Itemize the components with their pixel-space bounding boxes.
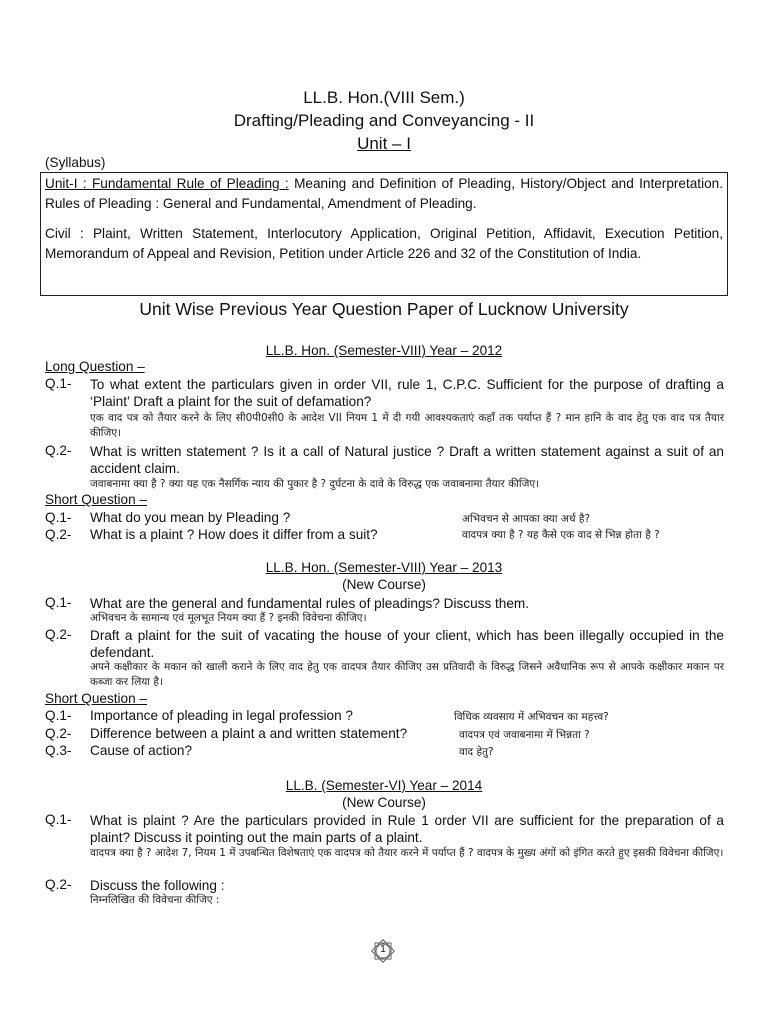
course-label-2013: (New Course) [342,577,426,592]
question-text: Draft a plaint for the suit of vacating the house of your client, which has been illegally occupied in the defendant. [90,628,724,660]
question-hindi: वादपत्र क्या है ? आदेश 7, नियम 1 में उपबन्धित विशेषताएं एक वादपत्र को तैयार करने में पर्याप्त हैं ? वादपत्र के मुख्य अंगों को इंगित करते हुए इसकी विवेचना कीजिए। [90,847,724,859]
syllabus-label: (Syllabus) [45,155,106,170]
header-line2: Drafting/Pleading and Conveyancing - II [233,111,535,130]
question-text: What are the general and fundamental rules of pleadings? Discuss them. [90,596,530,611]
year-2014-heading-wrap [0,778,768,793]
syllabus-unit-title: Unit-I : Fundamental Rule of Pleading : [45,176,289,191]
section-title: Unit Wise Previous Year Question Paper of Lucknow University [139,299,629,319]
page-number-badge [368,938,398,964]
question-text: Difference between a plaint a and written statement? [90,726,408,741]
question-text: Cause of action? [90,743,193,758]
long-question-label-2012 [45,359,145,374]
question-hindi: वाद हेतु? [459,746,494,758]
syllabus-unit-text: Meaning and Definition of Pleading, History/Object and Interpretation. Rules of Pleading : General and Fundamental, Amendment of Pleading. [45,176,723,211]
short-question-label-text: Short Question – [45,691,148,706]
year-2013-heading-wrap [0,560,768,575]
q-number: Q.2- [45,527,72,542]
unit-heading-wrap [0,134,768,154]
question-hindi: एक वाद पत्र को तैयार करने के लिए सी0पी0सी0 के आदेश VII नियम 1 में दी गयी आवश्यकताएं कहाँ तक पर्याप्त हैं ? मान हानि के वाद हेतु एक वाद पत्र तैयार कीजिए। [90,412,724,439]
syllabus-box [40,172,728,296]
q-number: Q.1- [45,510,72,525]
year-2012-heading: LL.B. Hon. (Semester-VIII) Year – 2012 [265,343,503,358]
course-label-2014: (New Course) [342,795,426,810]
short-question-label-2012 [45,492,147,507]
year-2014-heading: LL.B. (Semester-VI) Year – 2014 [285,778,483,793]
question-hindi: विधिक व्यवसाय में अभिवचन का महत्त्व? [454,711,609,723]
q-number: Q.3- [45,743,72,758]
syllabus-unit-paragraph [45,174,723,214]
question-hindi: वादपत्र एवं जवाबनामा में भिन्नता ? [459,729,590,741]
question-hindi: अभिवचन के सामान्य एवं मूलभूत नियम क्या हैं ? इनकी विवेचना कीजिए। [90,612,367,624]
unit-heading: Unit – I [357,134,411,153]
question-text: What is written statement ? Is it a call of Natural justice ? Draft a written statement against a suit of an accident claim. [90,444,724,476]
header-line1: LL.B. Hon.(VIII Sem.) [303,88,465,107]
q-number: Q.2- [45,443,72,458]
q-number: Q.2- [45,877,72,892]
q-number: Q.1- [45,812,72,827]
q-number: Q.1- [45,708,72,723]
short-question-label-text: Short Question – [45,492,148,507]
question-text: What is a plaint ? How does it differ from a suit? [90,527,378,542]
q-number: Q.2- [45,627,72,642]
question-text: Discuss the following : [90,878,225,893]
short-question-label-2013 [45,691,147,706]
question-hindi: जवाबनामा क्या है ? क्या यह एक नैसर्गिक न्याय की पुकार है ? दुर्घटना के दावे के विरुद्ध एक जवाबनामा तैयार कीजिए। [90,478,540,490]
year-2012-heading-wrap [0,343,768,358]
q-number: Q.2- [45,726,72,741]
question-hindi: निम्नलिखित की विवेचना कीजिए : [90,894,220,906]
page-number: 1 [380,944,386,955]
question-hindi: अपने कक्षीकार के मकान को खाली कराने के लिए वाद हेतु एक वादपत्र तैयार कीजिए उस प्रतिवादी के विरुद्ध जिसने अवैधानिक रूप से आपके कक्षीकार मकान पर कब्जा कर लिया है। [90,661,724,688]
q-number: Q.1- [45,376,72,391]
question-hindi: वादपत्र क्या है ? यह कैसे एक वाद से भिन्न होता है ? [462,529,660,541]
question-text: Importance of pleading in legal profession ? [90,708,353,723]
question-hindi: अभिवचन से आपका क्या अर्थ है? [462,513,591,525]
long-question-label-text: Long Question – [45,359,145,374]
question-text: To what extent the particulars given in order VII, rule 1, C.P.C. Sufficient for the purpose of drafting a ‘Plaint’ Draft a plaint for the suit of defamation? [90,377,724,409]
question-text: What is plaint ? Are the particulars provided in Rule 1 order VII are sufficient for the preparation of a plaint? Discuss it pointing out the main parts of a plaint. [90,813,724,845]
q-number: Q.1- [45,595,72,610]
year-2013-heading: LL.B. Hon. (Semester-VIII) Year – 2013 [265,560,503,575]
syllabus-civil: Civil : Plaint, Written Statement, Interlocutory Application, Original Petition, Affidavit, Execution Petition, Memorandum of Appeal and Revision, Petition under Article 226 and 32 of the Constitution of India. [45,226,723,261]
question-text: What do you mean by Pleading ? [90,510,291,525]
